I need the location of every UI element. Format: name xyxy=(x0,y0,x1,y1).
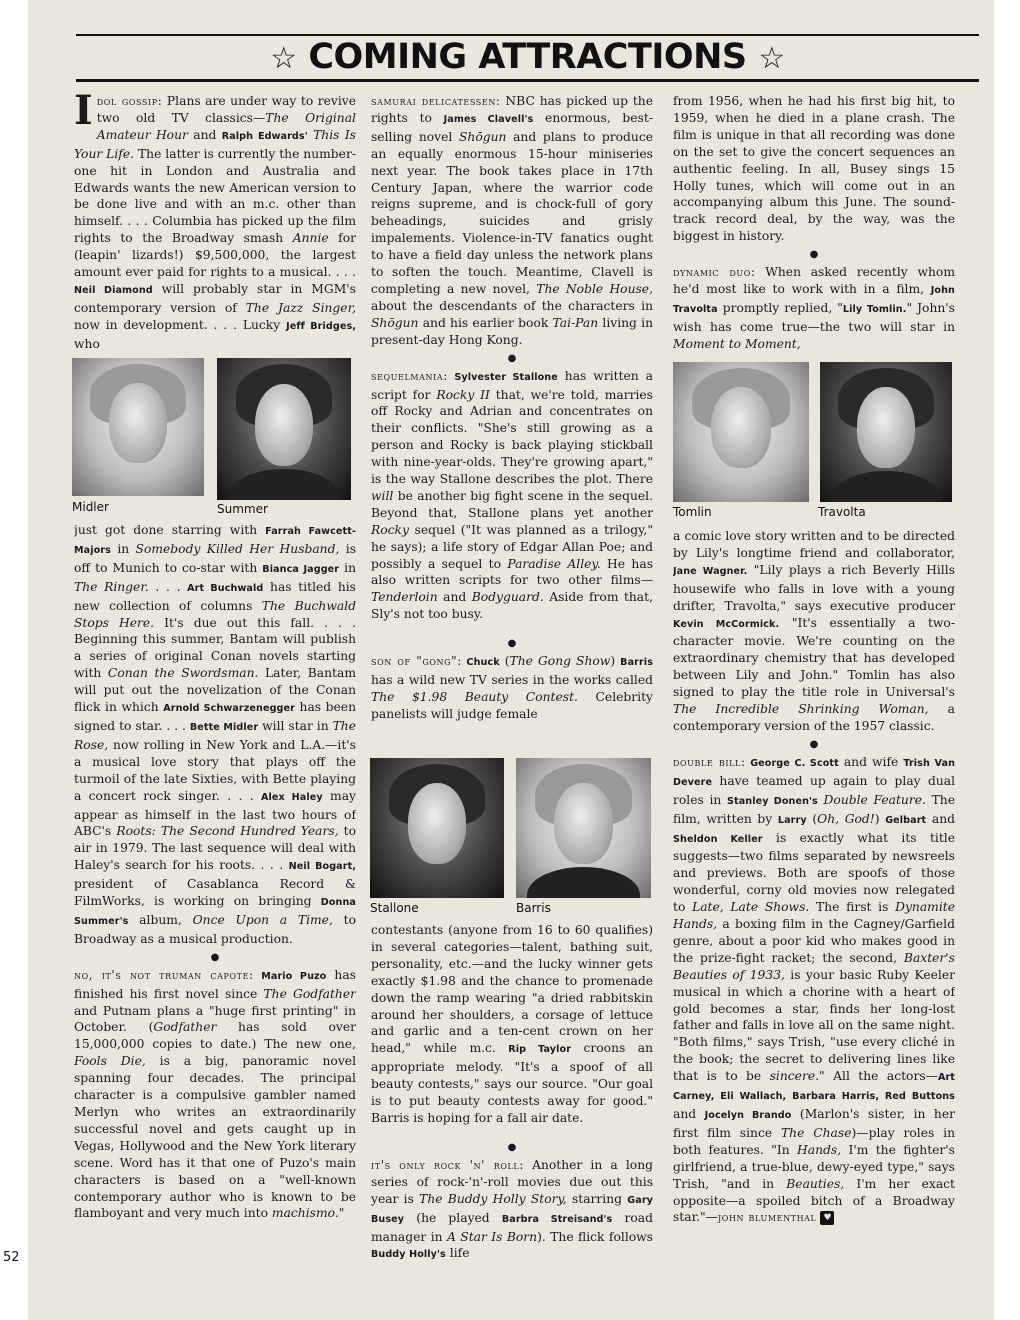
kicker: samurai delicatessen: xyxy=(371,94,501,108)
person-name: Art Buchwald xyxy=(187,582,264,594)
text: a comic love story written and to be directed by Lily's longtime friend and collaborator, xyxy=(673,529,955,560)
text: ) xyxy=(610,654,621,669)
title-text: Moment to Moment, xyxy=(673,336,801,351)
title-text: Tai-Pan xyxy=(552,315,599,330)
text: . . . xyxy=(148,579,188,594)
text: who xyxy=(74,336,100,351)
title-text: This Is Your Life. xyxy=(74,127,356,161)
text: ( xyxy=(499,654,510,669)
title-text: The Buchwald Stops Here. xyxy=(74,598,356,630)
text: has sold over 15,000,000 copies to date.) The new one, xyxy=(74,1020,356,1052)
text: The latter is currently the number-one hit in London and Australia and Edwards wants the new American version to be done live and with an m.c. other than himself. . . . Columbia has picked up the film rights to the Broadway smash xyxy=(74,146,356,246)
photo-shape xyxy=(831,471,942,502)
section-title: COMING ATTRACTIONS xyxy=(308,37,747,77)
photo-caption: Stallone xyxy=(370,901,419,915)
text: ( xyxy=(806,811,818,826)
title-text: The Noble House, xyxy=(536,281,653,296)
person-name: Art Carney, Eli Wallach, Barbara Harris, Red Buttons xyxy=(673,1072,955,1103)
column-3-top xyxy=(673,93,955,355)
text: to air in 1979. The last sequence will deal with Haley's search for his roots. . . . xyxy=(74,824,356,873)
title-text: Late, Late Shows. xyxy=(692,900,810,915)
person-name: Gelbart xyxy=(885,814,927,826)
photo-barris xyxy=(516,758,651,898)
text: have teamed up again to play dual roles in xyxy=(673,773,955,807)
photo-midler xyxy=(72,358,204,496)
kicker: son of "gong": xyxy=(371,654,462,669)
person-name: Buddy Holly's xyxy=(371,1249,446,1261)
text: now rolling in New York and L.A.—it's a musical love story that plays off the turmoil of the late Sixties, with Bette playing a concert rock singer. . . . xyxy=(74,737,356,803)
person-name: Mario Puzo xyxy=(253,970,327,982)
title-text: Somebody Killed Her Husband, xyxy=(135,541,340,556)
person-name: Rip Taylor xyxy=(508,1044,572,1056)
text: " John's wish has come true—the two will star in xyxy=(673,300,955,334)
title-text: The Buddy Holly Story, xyxy=(419,1191,567,1206)
text: enormous, best-selling novel xyxy=(371,110,653,144)
text: croons an appropriate melody. "It's a spoof of all beauty contests," says our source. "Our goal is to put beauty contests away for good." Barris is hoping for a fall air date. xyxy=(371,1041,653,1125)
text: promptly replied, " xyxy=(717,300,843,315)
title-text: Hands, xyxy=(797,1142,842,1157)
bullet-separator: ● xyxy=(507,1141,517,1153)
bullet-separator: ● xyxy=(809,738,819,750)
person-name: John Travolta xyxy=(673,285,955,315)
kicker: no, it's not truman capote: xyxy=(74,967,254,982)
kicker: dynamic duo: xyxy=(673,265,756,280)
person-name: Ralph Edwards' xyxy=(221,130,308,142)
text: I'm her exact opposite—a spoiled bitch of a Broadway star."— xyxy=(673,1176,955,1225)
text: that, we're told, marries off Rocky and Adrian and concentrates on their conflicts. "She's still growing as a person and Rocky is back playing stickball with nine-year-olds. They're growing apart," is the way Stallone describes the plot. There xyxy=(371,387,653,487)
title-text: Shōgun xyxy=(458,129,507,144)
person-name: Bianca Jagger xyxy=(262,563,340,575)
photo-summer xyxy=(217,358,351,500)
person-name: Stanley Donen's xyxy=(727,795,818,807)
text: The film, written by xyxy=(673,792,955,826)
bullet-separator: ● xyxy=(210,951,220,963)
title-text: sincere. xyxy=(769,1069,820,1084)
text: has written a script for xyxy=(371,368,653,402)
item-puzo xyxy=(74,967,356,1223)
photo-shape xyxy=(711,387,771,468)
text: Aside from that, Sly's not too busy. xyxy=(371,590,653,622)
text: ) xyxy=(874,811,886,826)
photo-shape xyxy=(109,383,167,463)
person-name: Farrah Fawcett-Majors xyxy=(74,526,356,556)
title-text: Paradise Alley. xyxy=(507,556,601,571)
column-3-bottom xyxy=(673,528,955,1274)
title-text: Roots: The Second Hundred Years, xyxy=(116,824,339,839)
text: living in present-day Hong Kong. xyxy=(371,315,653,347)
text: and plans to produce an equally enormous 15-hour miniseries next year. The book takes place in 17th Century Japan, where the warrior code reigns supreme, and is chock-full of gory beheadings, suicides and grisly impalements. Violence-in-TV fanatics ought to have a field day unless the network plans to soften the touch. Meantime, Clavell is completing a new novel, xyxy=(371,129,653,296)
text: for (leapin' lizards!) $9,500,000, the largest amount ever paid for rights to a musical. . . . xyxy=(74,231,356,280)
photo-shape xyxy=(408,783,467,864)
title-text: The Jazz Singer, xyxy=(245,300,356,315)
item-rock-n-roll xyxy=(371,1157,653,1264)
text: has finished his first novel since xyxy=(74,967,356,1001)
photo-shape xyxy=(857,387,915,468)
kicker: it's only rock 'n' roll: xyxy=(371,1157,524,1172)
column-2-top xyxy=(371,93,653,753)
text: president of Casablanca Record & FilmWorks, is working on bringing xyxy=(74,877,356,909)
person-name: Neil Bogart, xyxy=(288,861,356,873)
title-text: The $1.98 Beauty Contest. xyxy=(371,690,578,704)
column-1-top xyxy=(74,93,356,355)
text: just got done starring with xyxy=(74,523,266,537)
star-icon: ☆ xyxy=(758,41,785,76)
text: and Putnam plans a "huge first printing" in October. ( xyxy=(74,1003,356,1035)
photo-caption: Travolta xyxy=(818,505,866,519)
text: and xyxy=(187,127,222,142)
text: a contemporary version of the 1957 classic. xyxy=(673,702,955,733)
item-double-bill xyxy=(673,754,955,1226)
text: and his earlier book xyxy=(418,315,553,330)
text: album, xyxy=(128,912,193,927)
text: will star in xyxy=(258,718,333,733)
magazine-page xyxy=(28,0,994,1320)
title-text: Fools Die, xyxy=(74,1054,146,1069)
text: " All the actors— xyxy=(819,1069,938,1084)
text: is exactly what its title suggests—two films separated by newsreels and previews. Both are spoofs of those wonderful, corny old movies now relegated to xyxy=(673,830,955,915)
person-name: Bette Midler xyxy=(189,721,259,733)
kicker: double bill: xyxy=(673,754,746,769)
item-sequelmania xyxy=(371,368,653,624)
person-name: Larry xyxy=(777,814,807,826)
text: is off to Munich to co-star with xyxy=(74,541,356,575)
drop-cap: I xyxy=(74,93,93,134)
text: " xyxy=(338,1206,345,1221)
text: The first is xyxy=(809,900,896,915)
person-name: Gary Busey xyxy=(371,1194,653,1225)
text: ). The flick follows xyxy=(537,1229,653,1244)
text: contestants (anyone from 16 to 60 qualifies) in several categories—talent, bathing suit, personality, etc.—and the lucky winner gets exactly $1.98 and the chance to promenade down the ramp wearing "a dried rabbitskin around her shoulders, a corsage of lettuce and garlic and a ten-cent crown on her head," while m.c. xyxy=(371,923,653,1056)
star-icon: ☆ xyxy=(270,41,297,76)
text: life xyxy=(445,1246,470,1261)
text: He has also written scripts for two other films— xyxy=(371,556,653,588)
text: I'm the fighter's girlfriend, a true-blue, dewy-eyed type," says Trish, "and in xyxy=(673,1142,955,1191)
playboy-rabbit-icon: ♥ xyxy=(820,1211,834,1225)
photo-shape xyxy=(527,867,640,898)
person-name: Barris xyxy=(620,657,653,669)
text: Later, Bantam will put out the novelization of the Conan flick in which xyxy=(74,666,356,715)
photo-shape xyxy=(255,384,314,466)
person-name: Jeff Bridges, xyxy=(286,320,356,332)
title-text: Baxter's Beauties of 1933, xyxy=(673,950,955,982)
text: now in development. . . . Lucky xyxy=(74,317,287,332)
item-gong-continued xyxy=(371,922,653,1127)
text: in xyxy=(110,541,136,556)
photo-tomlin xyxy=(673,362,809,502)
text: road manager in xyxy=(371,1210,653,1244)
photo-shape xyxy=(228,469,341,500)
title-text: The Ringer. xyxy=(74,579,149,594)
title-text: machismo. xyxy=(271,1206,339,1221)
text: and xyxy=(926,811,955,826)
title-text: Conan the Swordsman. xyxy=(107,666,259,681)
item-duo-continued xyxy=(673,528,955,735)
kicker: sequelmania: xyxy=(371,368,448,383)
text: Plans are under way to revive two old TV classics— xyxy=(96,94,356,125)
title-text: A Star Is Born xyxy=(446,1229,538,1244)
bullet-separator: ● xyxy=(809,249,819,261)
title-text: The Incredible Shrinking Woman, xyxy=(673,702,929,717)
photo-caption: Tomlin xyxy=(673,505,712,519)
text: and xyxy=(437,590,472,605)
title-text: Beauties, xyxy=(786,1176,845,1191)
page-number: 52 xyxy=(3,1250,20,1265)
person-name: James Clavell's xyxy=(443,113,534,125)
byline: john blumenthal xyxy=(717,1210,817,1225)
text: has titled his new collection of columns xyxy=(74,579,356,613)
title-text: The Chase xyxy=(780,1125,852,1140)
person-name: Lily Tomlin. xyxy=(842,303,907,315)
text: starring xyxy=(566,1191,628,1206)
bullet-separator: ● xyxy=(507,352,517,364)
item-gossip-continued xyxy=(74,522,356,948)
text: (he played xyxy=(404,1210,502,1225)
text: from 1956, when he had his first big hit, to 1959, when he died in a plane crash. The film is unique in that all recording was done on the set to give the concert sequences an authentic feeling. In all, Busey sings 15 Holly tunes, which will come out in an accompanying album this June. The sound-track record deal, by the way, was the biggest in history. xyxy=(673,94,955,244)
item-dynamic-duo xyxy=(673,264,955,353)
person-name: Jane Wagner. xyxy=(673,565,748,577)
title-text: The Original Amateur Hour xyxy=(96,110,356,142)
person-name: Sylvester Stallone xyxy=(447,371,558,383)
text: "It's essentially a two-character movie. We're counting on the extraordinary chemistry that has developed between Lily and John." Tomlin has also signed to play the title role in Universal's xyxy=(673,615,955,700)
text: "Lily plays a rich Beverly Hills housewife who falls in love with a young drifter, Travolta," says executive producer xyxy=(673,562,955,613)
title-text: Once Upon a Time, xyxy=(192,912,333,927)
text: has been signed to star. . . . xyxy=(74,700,356,733)
text: to Broadway as a musical production. xyxy=(74,912,356,946)
person-name: Barbra Streisand's xyxy=(501,1213,613,1225)
title-text: Oh, God! xyxy=(817,811,875,826)
text: is a big, panoramic novel spanning four decades. The principal character is a compulsive gambler named Merlyn who writes an extraordinarily successful novel and gets caught up in Vegas, Hollywood and the New York literary scene. Word has it that one of Puzo's main characters is based on a "well-known contemporary author who is known to be flamboyant and very much into xyxy=(74,1054,356,1221)
text: may appear as himself in the last two hours of ABC's xyxy=(74,788,356,839)
text: and xyxy=(673,1107,705,1121)
title-text: Rocky II xyxy=(436,387,490,402)
item-samurai-delicatessen xyxy=(371,93,653,349)
title-text: Annie xyxy=(292,231,329,246)
person-name: Alex Haley xyxy=(260,791,323,803)
person-name: Neil Diamond xyxy=(74,284,153,296)
text: It's due out this fall. . . . Beginning this summer, Bantam will publish a series of original Conan novels starting with xyxy=(74,615,356,681)
person-name: Sheldon Keller xyxy=(673,833,763,845)
photo-caption: Summer xyxy=(217,502,268,516)
text: in xyxy=(339,560,356,575)
title-text: Rocky xyxy=(371,522,409,537)
text: a boxing film in the Cagney/Garfield genre, about a poor kid who makes good in the prize-fight racket; the second, xyxy=(673,917,955,965)
section-banner xyxy=(76,36,979,78)
person-name: Donna Summer's xyxy=(74,897,356,927)
kicker: dol gossip: xyxy=(96,94,163,108)
photo-shape xyxy=(554,783,613,864)
text: When asked recently whom he'd most like to work with in a film, xyxy=(673,265,955,297)
person-name: Kevin McCormick. xyxy=(673,618,780,630)
title-text: The Rose, xyxy=(74,718,356,752)
title-text: Shōgun xyxy=(371,315,419,330)
photo-caption: Midler xyxy=(72,500,109,514)
item-idol-gossip xyxy=(74,93,356,353)
column-1-bottom xyxy=(74,522,356,1272)
photo-stallone xyxy=(370,758,504,898)
title-text: Double Feature. xyxy=(817,792,926,807)
text: Another in a long series of rock-'n'-roll movies due out this year is xyxy=(371,1157,653,1206)
text: about the descendants of the characters in xyxy=(371,298,653,313)
item-holly-continued xyxy=(673,93,955,245)
person-name: Jocelyn Brando xyxy=(704,1110,792,1121)
title-text: Tenderloin xyxy=(371,590,438,605)
text: Celebrity panelists will judge female xyxy=(371,690,653,721)
column-2-bottom xyxy=(371,922,653,1274)
person-name: George C. Scott xyxy=(745,757,839,769)
title-text: Bodyguard. xyxy=(471,590,544,605)
title-text: Dynamite Hands, xyxy=(673,900,955,932)
title-text: The Gong Show xyxy=(509,654,611,669)
text: is your basic Ruby Keeler musical in which a chorine with a heart of gold becomes a star, finds her long-lost father and falls in love all on the same night. "Both films," says Trish, "use every cliché in the book; the secret to delivering lines like that is to be xyxy=(673,967,955,1084)
item-son-of-gong xyxy=(371,653,653,723)
title-text: The Godfather xyxy=(263,986,356,1001)
text: (Marlon's sister, in her first film since xyxy=(673,1107,955,1140)
header-rule-bottom xyxy=(76,79,979,82)
text: sequel ("It was planned as a trilogy," he says); a life story of Edgar Allan Poe; and possibly a sequel to xyxy=(371,522,653,571)
person-name: Trish Van Devere xyxy=(673,757,955,788)
person-name: Arnold Schwarzenegger xyxy=(163,703,295,715)
photo-caption: Barris xyxy=(516,901,551,915)
text: NBC has picked up the rights to xyxy=(371,94,653,125)
text: and wife xyxy=(838,754,904,769)
text: )—play roles in both features. "In xyxy=(673,1125,955,1157)
text: will probably star in MGM's contemporary version of xyxy=(74,281,356,315)
bullet-separator: ● xyxy=(507,638,517,650)
photo-travolta xyxy=(820,362,952,502)
title-text: Godfather xyxy=(153,1020,217,1035)
person-name: Chuck xyxy=(461,657,500,669)
text: be another big fight scene in the sequel. Beyond that, Stallone plans yet another xyxy=(371,488,653,520)
title-text: will xyxy=(371,488,394,503)
text: has a wild new TV series in the works called xyxy=(371,673,653,688)
